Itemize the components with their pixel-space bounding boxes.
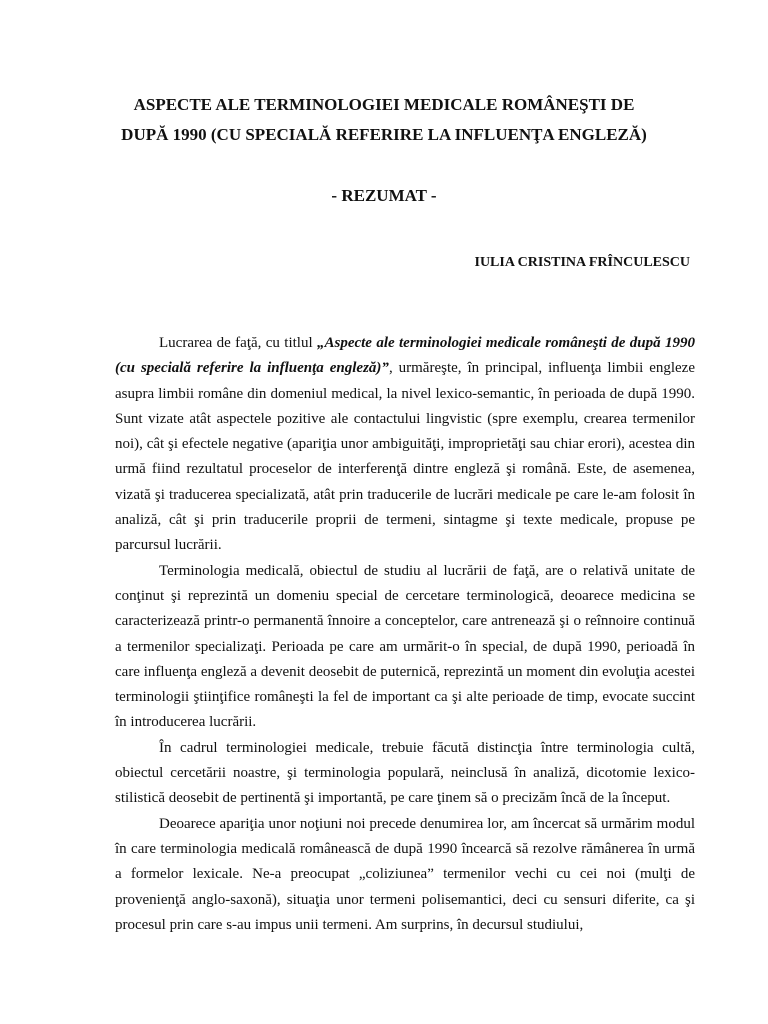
paragraph-2: Terminologia medicală, obiectul de studiu al lucrării de faţă, are o relativă unitate de conţinut şi reprezintă un domeniu special de cercetare terminologică, deoarece medicina se caracterizează printr-o permanentă înnoire a conceptelor, care antrenează şi o reînnoire continuă a termenilor specializaţi. Perioada pe care am urmărit-o în special, de după 1990, perioadă în care influenţa engleză a devenit deosebit de puternică, reprezintă un moment din evoluţia acestei terminologii ştiinţifice româneşti la fel de important ca şi alte perioade de timp, evocate succint în introducerea lucrării. [115, 562, 695, 731]
paragraph-1-intro: Lucrarea de faţă, cu titlul [159, 335, 317, 351]
subtitle: - REZUMAT - [331, 186, 437, 205]
paragraph-1 [115, 331, 695, 559]
title-line-2: DUPĂ 1990 (CU SPECIALĂ REFERIRE LA INFLUENŢA ENGLEZĂ) [121, 125, 647, 144]
paragraph-1-rest: , urmăreşte, în principal, influenţa limbii engleze asupra limbii române din domeniul medical, la nivel lexico-semantic, în perioada de după 1990. Sunt vizate atât aspectele pozitive ale contactului lingvistic (spre exemplu, crearea termenilor noi), cât şi efectele negative (apariţia unor ambiguităţi, improprietăţi sau chiar erori), acestea din urmă fiind rezultatul proceselor de interferenţă dintre engleză şi română. Este, de asemenea, vizată şi traducerea specializată, atât prin traducerile de lucrări medicale pe care le-am folosit în analiză, cât şi prin traducerile proprii de termeni, sintagme şi texte medicale, propuse pe parcursul lucrării. [115, 360, 695, 554]
paragraph-4: Deoarece apariţia unor noţiuni noi precede denumirea lor, am încercat să urmărim modul în care terminologia medicală românească de după 1990 încearcă să rezolve rămânerea în urmă a formelor lexicale. Ne-a preocupat „coliziunea” termenilor vechi cu cei noi (mulţi de provenienţă anglo-saxonă), situaţia unor termeni polisemantici, deci cu sensuri diferite, ca şi procesul prin care s-au impus unii termeni. Am surprins, în decursul studiului, [115, 815, 695, 933]
paper-title-quote: „Aspecte ale terminologiei medicale româneşti de după 1990 (cu specială referire la influenţa engleză)” [115, 335, 695, 377]
author-name: IULIA CRISTINA FRÎNCULESCU [474, 255, 690, 270]
paragraph-3: În cadrul terminologiei medicale, trebuie făcută distincţia între terminologia cultă, obiectul cercetării noastre, şi terminologia populară, neinclusă în analiză, dicotomie lexico-stilistică deosebit de pertinentă şi importantă, pe care ţinem să o precizăm încă de la început. [115, 739, 695, 807]
body-text [115, 331, 695, 938]
title-line-1: ASPECTE ALE TERMINOLOGIEI MEDICALE ROMÂNEŞTI DE [133, 95, 635, 114]
